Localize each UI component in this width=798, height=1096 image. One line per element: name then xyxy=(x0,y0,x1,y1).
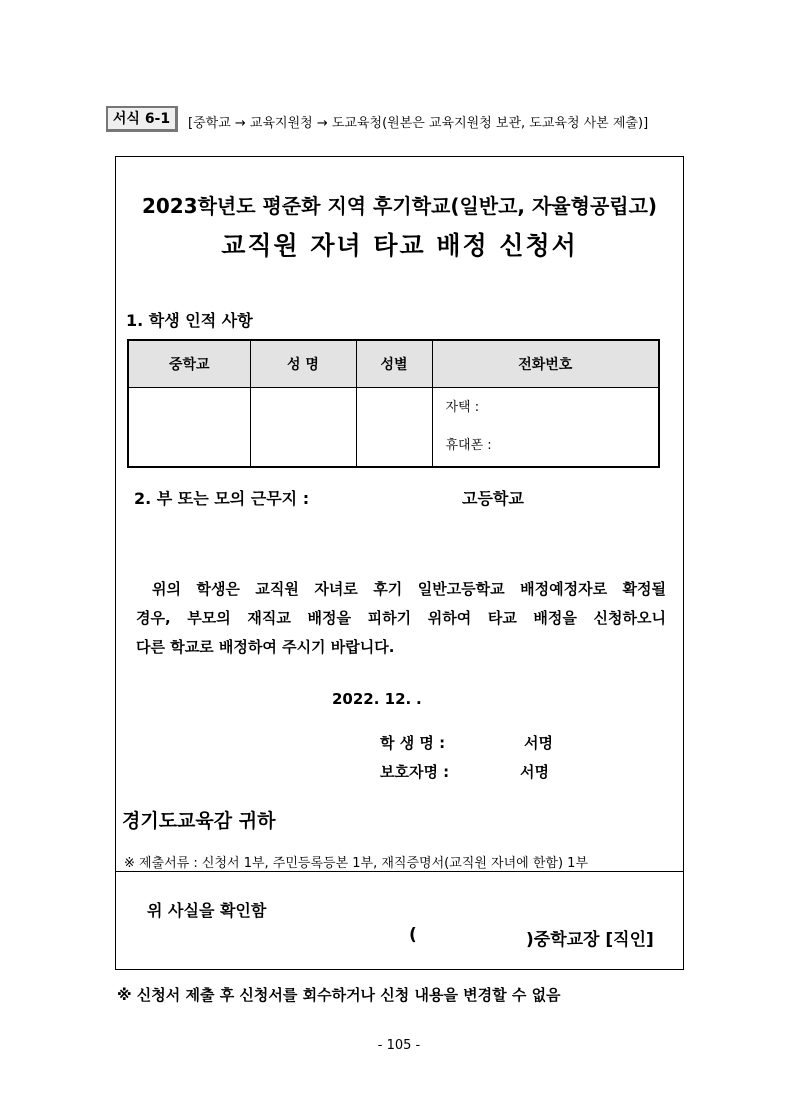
name-cell[interactable] xyxy=(250,388,356,468)
section1-heading: 1. 학생 인적 사항 xyxy=(126,311,253,330)
column-header-school: 중학교 xyxy=(128,340,250,388)
footnote-warning: ※ 신청서 제출 후 신청서를 회수하거나 신청 내용을 변경할 수 없음 xyxy=(117,986,561,1004)
table-header-row xyxy=(128,340,659,388)
addressee: 경기도교육감 귀하 xyxy=(122,810,276,832)
workplace-school-suffix: 고등학교 xyxy=(462,489,524,508)
guardian-name-label: 보호자명 : xyxy=(380,763,450,781)
confirmation-divider xyxy=(115,871,684,872)
principal-seal-label: )중학교장 [직인] xyxy=(526,930,654,950)
phone-cell xyxy=(432,388,659,468)
column-header-gender: 성별 xyxy=(356,340,432,388)
column-header-name: 성 명 xyxy=(250,340,356,388)
submission-route: [중학교 → 교육지원청 → 도교육청(원본은 교육지원청 보관, 도교육청 사본 제출)] xyxy=(188,116,649,131)
form-number-tag: 서식 6-1 xyxy=(106,106,178,132)
home-phone-label: 자택 : xyxy=(445,400,480,415)
request-line1: 위의 학생은 교직원 자녀로 후기 일반고등학교 배정예정자로 확정될 xyxy=(152,580,666,598)
request-line3: 다른 학교로 배정하여 주시기 바랍니다. xyxy=(136,638,395,656)
table-row xyxy=(128,388,659,468)
form-title-line1: 2023학년도 평준화 지역 후기학교(일반고, 자율형공립고) xyxy=(141,194,658,218)
required-documents-note: ※ 제출서류 : 신청서 1부, 주민등록등본 1부, 재직증명서(교직원 자녀에 한함) 1부 xyxy=(124,856,588,871)
form-frame xyxy=(115,156,684,970)
principal-school-open-paren: ( xyxy=(409,925,417,945)
column-header-phone: 전화번호 xyxy=(432,340,659,388)
student-info-table xyxy=(127,339,660,468)
page-number: - 105 - xyxy=(377,1038,421,1053)
gender-cell[interactable] xyxy=(356,388,432,468)
date-day-dot: . xyxy=(416,690,422,708)
request-statement xyxy=(136,575,666,662)
confirmation-statement: 위 사실을 확인함 xyxy=(147,901,267,920)
student-signature[interactable]: 서명 xyxy=(524,734,553,752)
application-date: 2022. 12. xyxy=(332,690,412,708)
school-cell[interactable] xyxy=(128,388,250,468)
form-title-line2: 교직원 자녀 타교 배정 신청서 xyxy=(221,231,578,260)
student-name-label: 학 생 명 : xyxy=(380,734,446,752)
request-line2: 경우, 부모의 재직교 배정을 피하기 위하여 타교 배정을 신청하오니 xyxy=(136,609,666,627)
section2-heading: 2. 부 또는 모의 근무지 : xyxy=(134,489,310,508)
guardian-signature[interactable]: 서명 xyxy=(520,763,549,781)
mobile-phone-label: 휴대폰 : xyxy=(445,438,492,453)
